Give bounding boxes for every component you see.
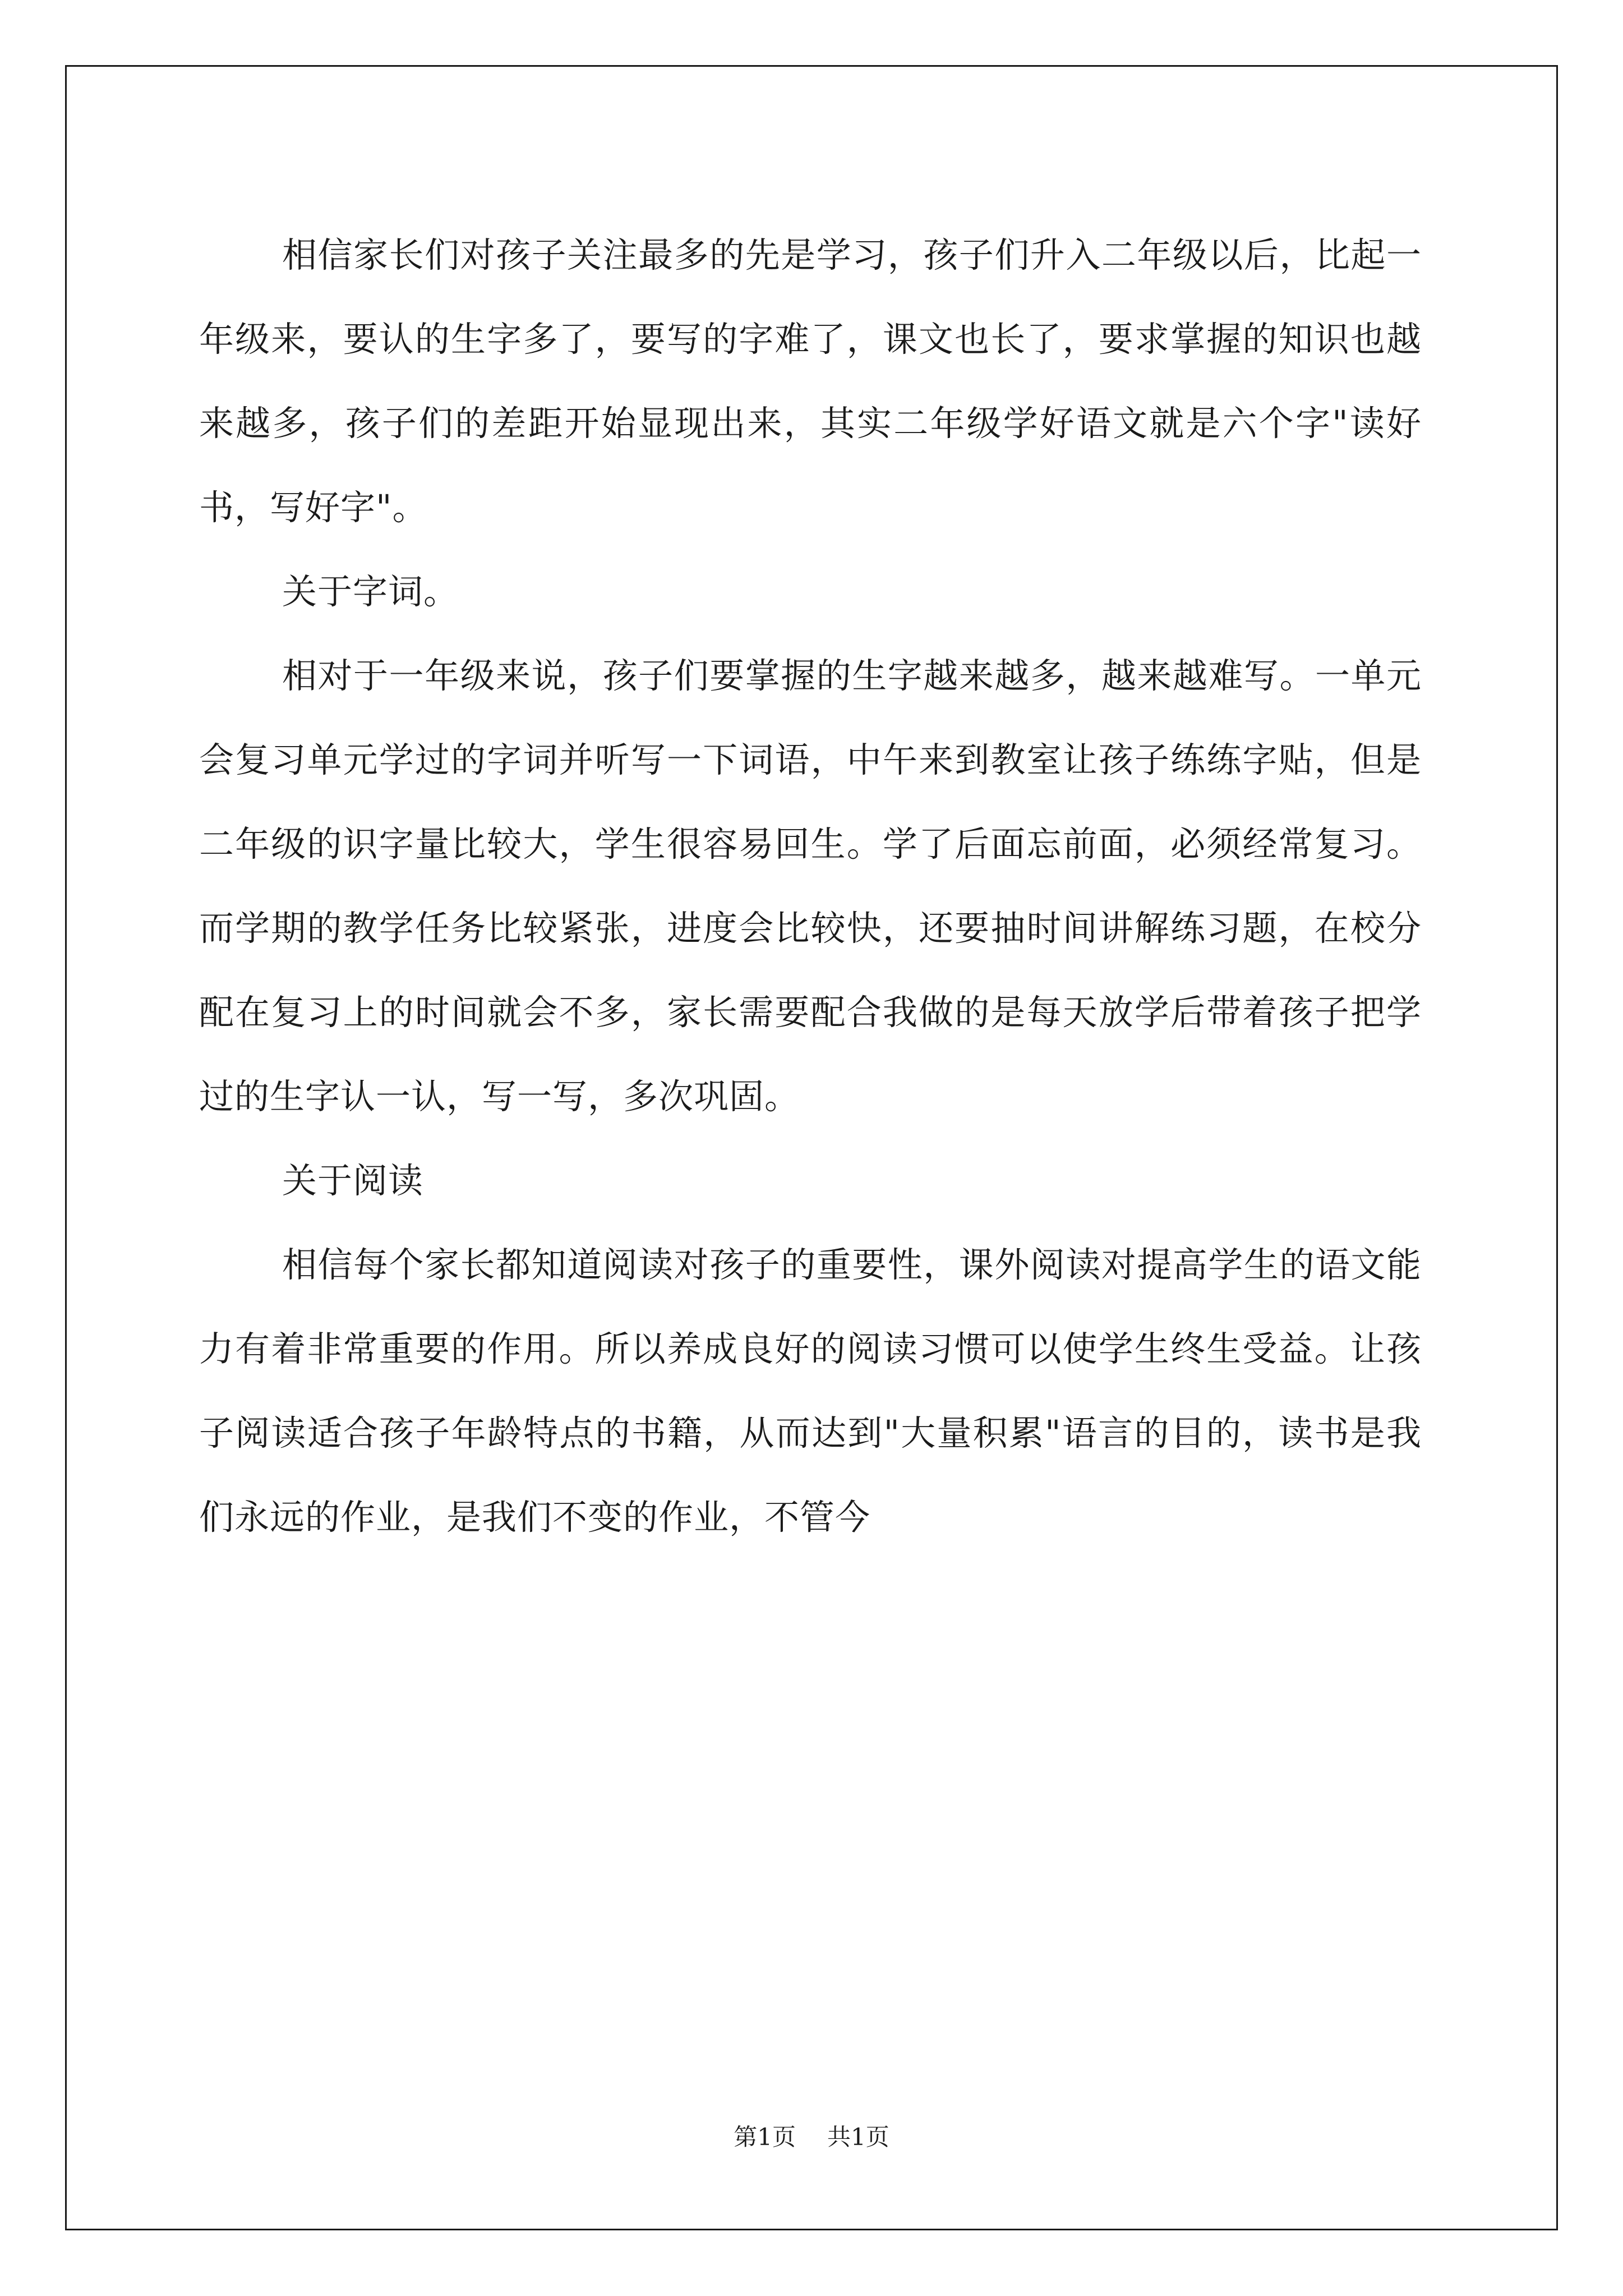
paragraph-reading: 相信每个家长都知道阅读对孩子的重要性，课外阅读对提高学生的语文能力有着非常重要的作用。所以养成良好的阅读习惯可以使学生终生受益。让孩子阅读适合孩子年龄特点的书籍，从而达到"大量积累"语言的目的，读书是我们永远的作业，是我们不变的作业，不管今: [199, 1244, 1422, 1538]
page-number: 第1页: [734, 2123, 796, 2151]
heading-reading: 关于阅读: [282, 1160, 424, 1201]
document-body: [199, 213, 1422, 1559]
page-total: 共1页: [827, 2123, 889, 2151]
paragraph-words: 相对于一年级来说，孩子们要掌握的生字越来越多，越来越难写。一单元会复习单元学过的字词并听写一下词语，中午来到教室让孩子练练字贴，但是二年级的识字量比较大，学生很容易回生。学了后面忘前面，必须经常复习。而学期的教学任务比较紧张，进度会比较快，还要抽时间讲解练习题，在校分配在复习上的时间就会不多，家长需要配合我做的是每天放学后带着孩子把学过的生字认一认，写一写，多次巩固。: [199, 655, 1422, 1117]
page-footer: [0, 2120, 1623, 2154]
heading-words: 关于字词。: [282, 571, 459, 612]
paragraph-intro: 相信家长们对孩子关注最多的先是学习，孩子们升入二年级以后，比起一年级来，要认的生字多了，要写的字难了，课文也长了，要求掌握的知识也越来越多，孩子们的差距开始显现出来，其实二年级学好语文就是六个字"读好书，写好字"。: [199, 234, 1422, 528]
